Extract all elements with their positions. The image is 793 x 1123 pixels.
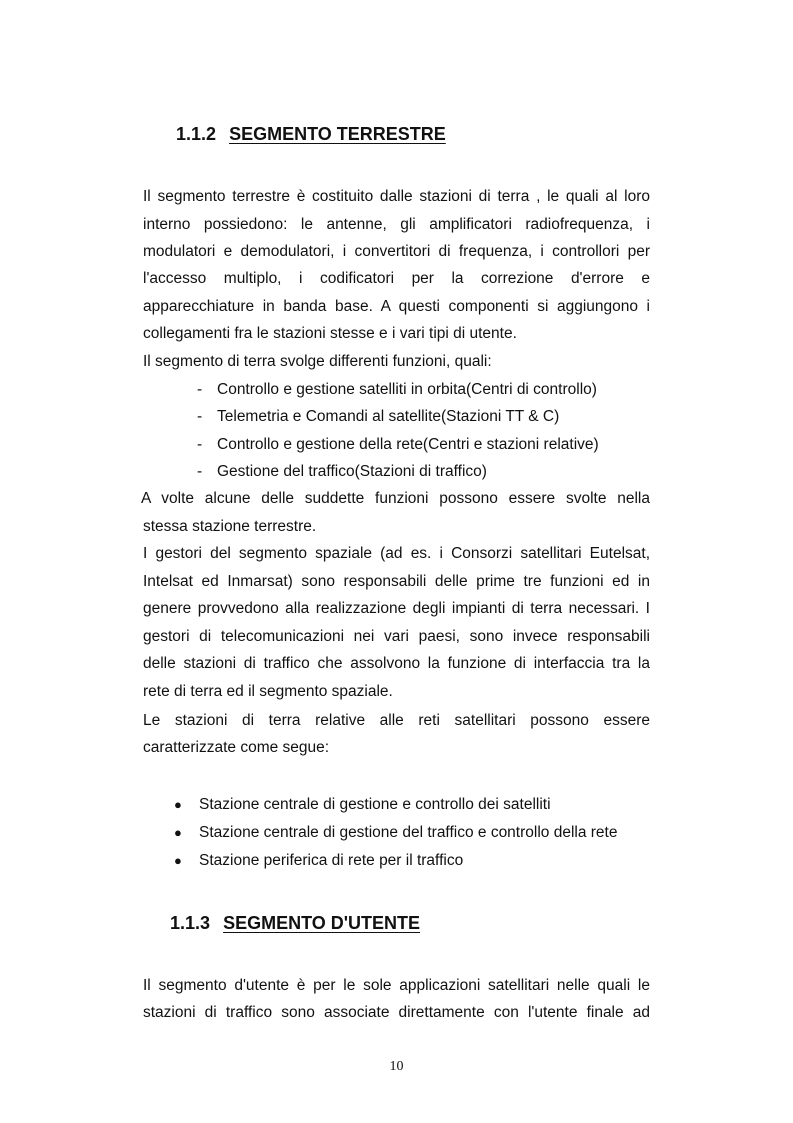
text-line: apparecchiature in banda base. A questi componenti si aggiungono i xyxy=(143,298,650,315)
list-item xyxy=(174,795,551,814)
list-item-text: Stazione centrale di gestione e controllo dei satelliti xyxy=(199,796,551,813)
bullet-icon: ● xyxy=(174,853,182,868)
bullet-icon: ● xyxy=(174,825,182,840)
dash-marker: - xyxy=(197,463,203,480)
list-item xyxy=(197,380,597,399)
page-number: 10 xyxy=(389,1059,404,1074)
text-line: l'accesso multiplo, i codificatori per la correzione d'errore e xyxy=(143,270,650,287)
text-line: delle stazioni di traffico che assolvono la funzione di interfaccia tra la xyxy=(143,655,650,672)
list-item xyxy=(197,462,487,481)
list-item-text: Stazione centrale di gestione del traffico e controllo della rete xyxy=(199,824,618,841)
list-item xyxy=(197,407,559,426)
text-line: genere provvedono alla realizzazione degli impianti di terra necessari. I xyxy=(143,600,650,617)
functions-intro: Il segmento di terra svolge differenti funzioni, quali: xyxy=(143,353,492,370)
text-line: rete di terra ed il segmento spaziale. xyxy=(143,683,393,700)
list-item-text: Telemetria e Comandi al satellite(Stazioni TT & C) xyxy=(217,408,560,425)
section-heading-1-1-3 xyxy=(170,913,420,934)
list-item xyxy=(174,851,463,870)
section-title: SEGMENTO D'UTENTE xyxy=(223,913,421,933)
text-line: caratterizzate come segue: xyxy=(143,739,330,756)
bullet-icon: ● xyxy=(174,797,182,812)
text-line: interno possiedono: le antenne, gli amplificatori radiofrequenza, i xyxy=(143,216,650,233)
text-line: A volte alcune delle suddette funzioni possono essere svolte nella xyxy=(141,490,650,507)
list-item-text: Controllo e gestione satelliti in orbita(Centri di controllo) xyxy=(217,381,597,398)
text-line: stazioni di traffico sono associate direttamente con l'utente finale ad xyxy=(143,1004,650,1021)
section-number: 1.1.3 xyxy=(170,913,211,933)
list-item xyxy=(197,435,599,454)
section-number: 1.1.2 xyxy=(176,124,217,144)
dash-marker: - xyxy=(197,408,203,425)
text-line: modulatori e demodulatori, i convertitori di frequenza, i controllori per xyxy=(143,243,650,260)
text-line: Intelsat ed Inmarsat) sono responsabili delle prime tre funzioni ed in xyxy=(143,573,650,590)
dash-marker: - xyxy=(197,381,203,398)
text-line: Il segmento terrestre è costituito dalle stazioni di terra , le quali al loro xyxy=(143,188,650,205)
list-item-text: Stazione periferica di rete per il traffico xyxy=(199,852,464,869)
text-line: gestori di telecomunicazioni nei vari paesi, sono invece responsabili xyxy=(143,628,650,645)
dash-marker: - xyxy=(197,436,203,453)
list-item-text: Gestione del traffico(Stazioni di traffico) xyxy=(217,463,487,480)
text-line: stessa stazione terrestre. xyxy=(143,518,317,535)
text-line: Le stazioni di terra relative alle reti satellitari possono essere xyxy=(143,712,650,729)
section-title: SEGMENTO TERRESTRE xyxy=(229,124,446,144)
text-line: I gestori del segmento spaziale (ad es. i Consorzi satellitari Eutelsat, xyxy=(143,545,650,562)
text-line: collegamenti fra le stazioni stesse e i vari tipi di utente. xyxy=(143,325,517,342)
list-item-text: Controllo e gestione della rete(Centri e stazioni relative) xyxy=(217,436,599,453)
section-heading-1-1-2 xyxy=(176,124,446,145)
text-line: Il segmento d'utente è per le sole applicazioni satellitari nelle quali le xyxy=(143,977,650,994)
list-item xyxy=(174,823,617,842)
